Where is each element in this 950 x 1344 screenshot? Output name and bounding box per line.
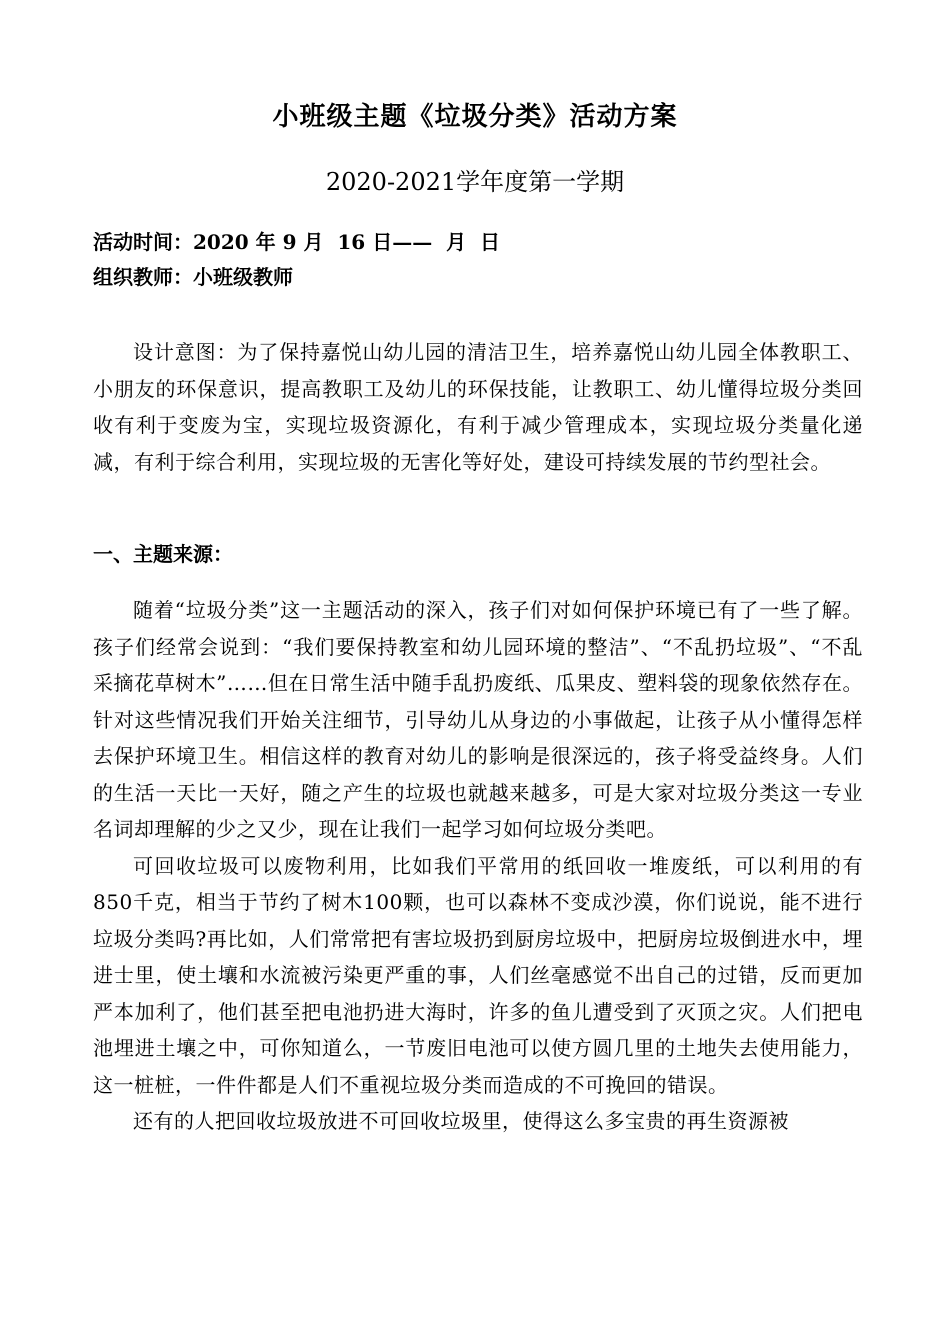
body-paragraph: 还有的人把回收垃圾放进不可回收垃圾里，使得这么多宝贵的再生资源被	[133, 1109, 789, 1133]
document-title: 小班级主题《垃圾分类》活动方案	[272, 102, 678, 132]
document-subtitle: 2020-2021学年度第一学期	[325, 168, 625, 196]
design-intent-block	[93, 334, 863, 480]
design-intent-paragraph: 设计意图：为了保持嘉悦山幼儿园的清洁卫生，培养嘉悦山幼儿园全体教职工、小朋友的环保意识，提高教职工及幼儿的环保技能，让教职工、幼儿懂得垃圾分类回收有利于变废为宝，实现垃圾资源化，有利于减少管理成本，实现垃圾分类量化递减，有利于综合利用，实现垃圾的无害化等好处，建设可持续发展的节约型社会。	[93, 340, 863, 474]
organizing-teacher: 组织教师：小班级教师	[93, 265, 293, 289]
body-paragraph: 随着“垃圾分类”这一主题活动的深入，孩子们对如何保护环境已有了一些了解。孩子们经常会说到：“我们要保持教室和幼儿园环境的整洁”、“不乱扔垃圾”、“不乱采摘花草树木”……但在日常生活中随手乱扔废纸、瓜果皮、塑料袋的现象依然存在。针对这些情况我们开始关注细节，引导幼儿从身边的小事做起，让孩子从小懂得怎样去保护环境卫生。相信这样的教育对幼儿的影响是很深远的，孩子将受益终身。人们的生活一天比一天好，随之产生的垃圾也就越来越多，可是大家对垃圾分类这一专业名词却理解的少之又少，现在让我们一起学习如何垃圾分类吧。	[93, 598, 863, 841]
theme-source-block	[93, 592, 863, 1140]
activity-time: 活动时间：2020 年 9 月 16 日—— 月 日	[93, 230, 501, 254]
body-paragraph: 可回收垃圾可以废物利用，比如我们平常用的纸回收一堆废纸，可以利用的有850千克，相当于节约了树木100颗，也可以森林不变成沙漠，你们说说，能不进行垃圾分类吗?再比如，人们常常把有害垃圾扔到厨房垃圾中，把厨房垃圾倒进水中，埋进士里，使土壤和水流被污染更严重的事，人们丝毫感觉不出自己的过错，反而更加严本加利了，他们甚至把电池扔进大海时，许多的鱼儿遭受到了灭顶之灾。人们把电池埋进土壤之中，可你知道么，一节废旧电池可以使方圆几里的土地失去使用能力，这一桩桩，一件件都是人们不重视垃圾分类而造成的不可挽回的错误。	[93, 853, 863, 1097]
section-heading-theme-source: 一、主题来源：	[93, 542, 233, 566]
